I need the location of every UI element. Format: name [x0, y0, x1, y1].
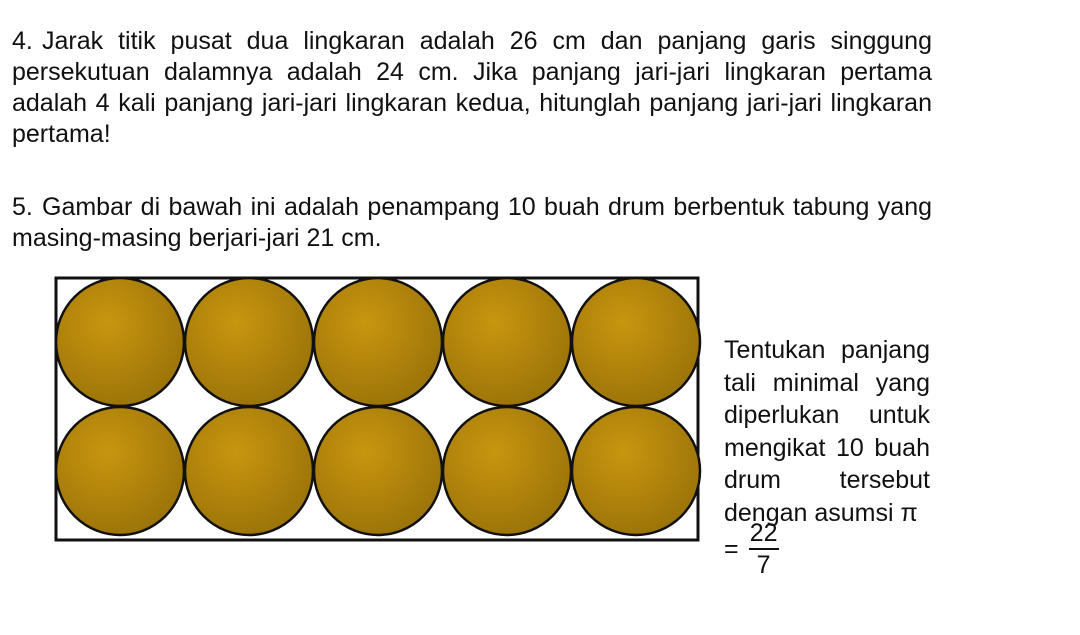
equals-sign: =: [724, 534, 739, 563]
drum-circle: [443, 407, 571, 535]
drum-circle: [314, 278, 442, 406]
drum-circle: [572, 407, 700, 535]
pi-value: [724, 520, 779, 578]
problem-5-text: Gambar di bawah ini adalah penampang 10 buah drum berbentuk tabung yang masing-masing berjari-jari 21 cm.: [12, 193, 932, 252]
instruction-line: tali minimal yang: [724, 368, 930, 397]
drum-figure-svg: [54, 274, 704, 544]
drum-circle: [443, 278, 571, 406]
problem-5-number: 5.: [12, 193, 33, 221]
drum-circle: [56, 407, 184, 535]
drum-cross-section-figure: [54, 274, 704, 549]
instruction-line: drum tersebut: [724, 466, 930, 494]
instruction-line: mengikat 10 buah: [724, 433, 930, 462]
drum-circle: [56, 278, 184, 406]
problem-4-number: 4.: [12, 27, 33, 55]
problem-5: [12, 192, 932, 254]
instruction-line: Tentukan panjang: [724, 336, 930, 364]
drum-circle: [314, 407, 442, 535]
instruction-line: diperlukan untuk: [724, 401, 930, 429]
question-instruction: [724, 334, 930, 529]
problem-4-text: Jarak titik pusat dua lingkaran adalah 26 cm dan panjang garis singgung persekutuan dalamnya adalah 24 cm. Jika panjang jari-jari lingkaran pertama adalah 4 kali panjang jari-jari lingkaran kedua, hitunglah panjang jari-jari lingkaran pertama!: [12, 27, 932, 148]
drum-circle: [572, 278, 700, 406]
drum-circle: [185, 407, 313, 535]
instruction-line: dengan asumsi π: [724, 498, 918, 527]
fraction-denominator: 7: [756, 551, 771, 579]
fraction-bar: [749, 548, 779, 550]
fraction: [749, 520, 779, 578]
problem-4: [12, 26, 932, 150]
drum-circle: [185, 278, 313, 406]
fraction-numerator: 22: [749, 519, 778, 547]
